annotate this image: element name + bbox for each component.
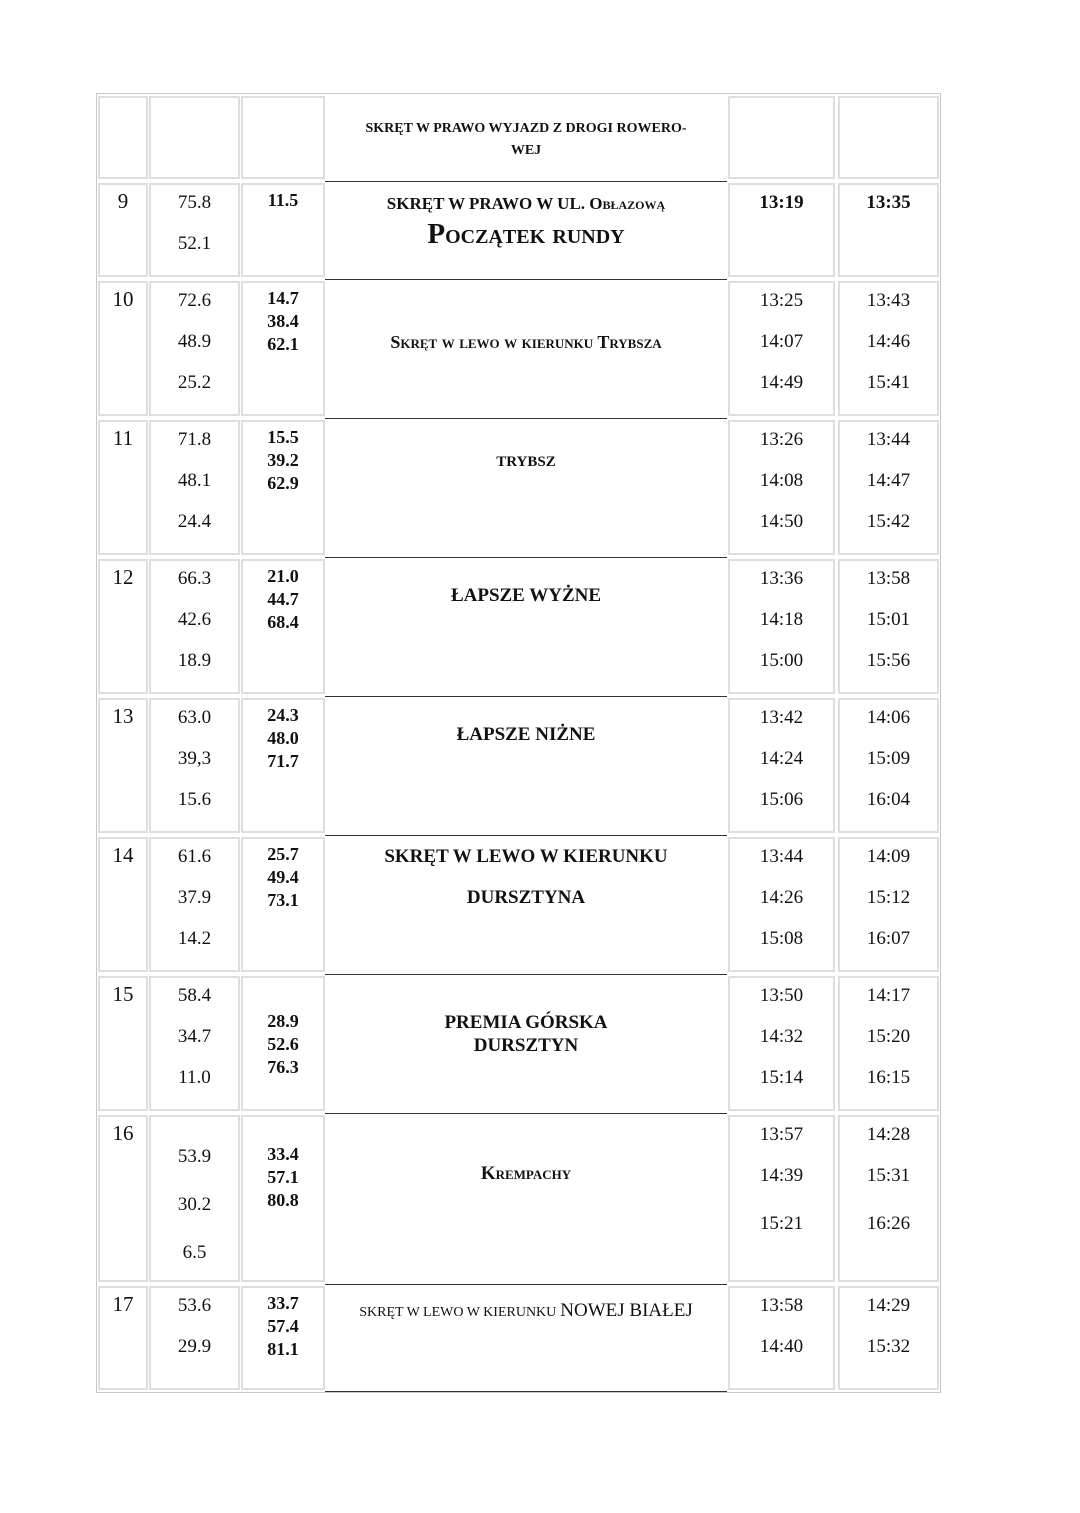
time-a-value: 13:44 (759, 846, 804, 867)
table-row (97, 1113, 940, 1284)
km-covered-value: 39.2 (267, 450, 299, 470)
time-a-value: 13:19 (759, 192, 804, 213)
time-a-value: 15:08 (759, 928, 804, 949)
place-cell (325, 418, 727, 557)
km-remaining-value: 53.9 (177, 1146, 212, 1167)
km-remaining-cell (149, 281, 240, 416)
time-a-cell (728, 183, 835, 277)
time-b-value: 15:56 (866, 650, 911, 671)
table-row (97, 181, 940, 279)
time-b-value: 16:04 (866, 789, 911, 810)
time-a-cell (728, 1115, 835, 1282)
km-remaining-value: 48.9 (177, 331, 212, 352)
km-remaining-value: 63.0 (177, 707, 212, 728)
stage-number: 15 (98, 976, 148, 1111)
place-line-2: DURSZTYN (473, 1035, 579, 1056)
km-remaining-value: 34.7 (177, 1026, 212, 1047)
km-remaining-value: 11.0 (178, 1067, 211, 1088)
time-b-value: 16:15 (866, 1067, 911, 1088)
time-b-value: 14:29 (866, 1295, 911, 1316)
time-a-cell (728, 281, 835, 416)
km-covered-cell (241, 281, 325, 416)
place-line-1: SKRĘT W LEWO W KIERUNKU (384, 846, 668, 867)
km-covered-cell (241, 559, 325, 694)
time-b-value: 16:26 (866, 1213, 911, 1234)
place-cell (325, 557, 727, 696)
km-remaining-value: 61.6 (177, 846, 212, 867)
route-timetable (96, 93, 941, 1393)
time-b-value: 15:01 (866, 609, 911, 630)
km-remaining-cell (149, 698, 240, 833)
time-a-value: 13:50 (759, 985, 804, 1006)
time-b-value: 15:20 (866, 1026, 911, 1047)
stage-number-cell (98, 96, 148, 179)
time-a-value: 13:58 (759, 1295, 804, 1316)
place-cell (325, 1113, 727, 1284)
place-line-1: SKRĘT W PRAWO WYJAZD Z DROGI ROWERO- (365, 121, 687, 136)
km-covered-value: 73.1 (267, 890, 299, 910)
km-remaining-cell (149, 1286, 240, 1390)
km-remaining-value: 39,3 (177, 748, 212, 769)
time-a-cell (728, 976, 835, 1111)
time-a-cell (728, 96, 835, 179)
time-b-value: 15:09 (866, 748, 911, 769)
time-a-cell (728, 559, 835, 694)
km-covered-cell (241, 96, 325, 179)
km-covered-cell (241, 698, 325, 833)
km-remaining-value: 30.2 (177, 1194, 212, 1215)
km-covered-value: 33.4 (267, 1144, 299, 1164)
time-b-value: 13:35 (866, 192, 911, 213)
place-cell (325, 94, 727, 181)
km-covered-cell (241, 1115, 325, 1282)
time-a-cell (728, 420, 835, 555)
km-remaining-value: 53.6 (177, 1295, 212, 1316)
km-remaining-value: 25.2 (177, 372, 212, 393)
km-covered-value: 80.8 (267, 1190, 299, 1210)
time-a-value: 13:36 (759, 568, 804, 589)
time-a-value: 14:18 (759, 609, 804, 630)
stage-number: 10 (98, 281, 148, 416)
time-a-value: 13:42 (759, 707, 804, 728)
place-cell (325, 1284, 727, 1392)
stage-number: 11 (98, 420, 148, 555)
km-remaining-value: 14.2 (177, 928, 212, 949)
place-line-1: ŁAPSZE NIŻNE (456, 724, 596, 745)
km-covered-value: 33.7 (267, 1293, 299, 1313)
place-line-1: Krempachy (480, 1163, 572, 1184)
place-cell (325, 279, 727, 418)
km-remaining-value: 75.8 (177, 192, 212, 213)
km-remaining-cell (149, 976, 240, 1111)
time-b-value: 15:12 (866, 887, 911, 908)
time-b-cell (838, 559, 939, 694)
km-covered-cell (241, 420, 325, 555)
km-remaining-cell (149, 420, 240, 555)
km-remaining-value: 48.1 (177, 470, 212, 491)
table-row (97, 974, 940, 1113)
time-b-value: 14:09 (866, 846, 911, 867)
km-covered-cell (241, 183, 325, 277)
place-line-1: SKRĘT W PRAWO W UL. Obłazową (386, 194, 666, 213)
place-cell (325, 835, 727, 974)
stage-number: 16 (98, 1115, 148, 1282)
km-covered-value: 49.4 (267, 867, 299, 887)
km-covered-value: 28.9 (267, 1011, 299, 1031)
time-b-value: 14:06 (866, 707, 911, 728)
time-b-cell (838, 976, 939, 1111)
place-line-2: DURSZTYNA (466, 887, 586, 908)
km-remaining-value: 6.5 (182, 1242, 207, 1263)
km-remaining-value: 24.4 (177, 511, 212, 532)
time-a-value: 13:26 (759, 429, 804, 450)
time-a-cell (728, 698, 835, 833)
km-covered-value: 52.6 (267, 1034, 299, 1054)
time-b-value: 15:32 (866, 1336, 911, 1357)
time-b-cell (838, 837, 939, 972)
km-covered-value: 24.3 (267, 705, 299, 725)
km-covered-value: 21.0 (267, 566, 299, 586)
km-covered-cell (241, 976, 325, 1111)
time-a-value: 14:32 (759, 1026, 804, 1047)
time-a-value: 14:40 (759, 1336, 804, 1357)
km-covered-cell (241, 837, 325, 972)
place-line-2: NOWEJ BIAŁEJ (560, 1300, 693, 1321)
table-row (97, 557, 940, 696)
km-remaining-cell (149, 96, 240, 179)
time-a-value: 15:06 (759, 789, 804, 810)
km-covered-value: 71.7 (267, 751, 299, 771)
place-line-1: Skręt w lewo w kierunku Trybsza (390, 332, 662, 352)
km-covered-value: 48.0 (267, 728, 299, 748)
stage-number: 12 (98, 559, 148, 694)
round-start-label: Początek rundy (427, 218, 625, 250)
time-b-value: 13:44 (866, 429, 911, 450)
km-covered-value: 62.1 (267, 334, 299, 354)
km-remaining-value: 58.4 (177, 985, 212, 1006)
place-cell (325, 974, 727, 1113)
place-line-1: SKRĘT W LEWO W KIERUNKU (359, 1305, 557, 1320)
km-remaining-cell (149, 837, 240, 972)
km-covered-value: 81.1 (267, 1339, 299, 1359)
time-b-cell (838, 281, 939, 416)
time-a-value: 13:25 (759, 290, 804, 311)
km-covered-value: 57.4 (267, 1316, 299, 1336)
km-remaining-value: 66.3 (177, 568, 212, 589)
table-row (97, 418, 940, 557)
km-covered-value: 25.7 (267, 844, 299, 864)
place-cell (325, 181, 727, 279)
time-b-cell (838, 420, 939, 555)
time-b-value: 15:31 (866, 1165, 911, 1186)
time-a-value: 15:14 (759, 1067, 804, 1088)
time-a-value: 14:50 (759, 511, 804, 532)
time-a-value: 14:26 (759, 887, 804, 908)
time-a-cell (728, 1286, 835, 1390)
time-b-value: 14:28 (866, 1124, 911, 1145)
km-remaining-cell (149, 183, 240, 277)
table-row (97, 835, 940, 974)
table-row (97, 94, 940, 181)
km-covered-value: 76.3 (267, 1057, 299, 1077)
km-covered-value: 44.7 (267, 589, 299, 609)
time-a-value: 14:49 (759, 372, 804, 393)
km-remaining-cell (149, 559, 240, 694)
time-a-value: 15:00 (759, 650, 804, 671)
km-remaining-value: 72.6 (177, 290, 212, 311)
km-remaining-value: 29.9 (177, 1336, 212, 1357)
stage-number: 14 (98, 837, 148, 972)
km-covered-value: 38.4 (267, 311, 299, 331)
table-row (97, 1284, 940, 1392)
place-line-1: PREMIA GÓRSKA (444, 1012, 608, 1033)
table-row (97, 696, 940, 835)
time-b-cell (838, 1286, 939, 1390)
km-remaining-value: 71.8 (177, 429, 212, 450)
table-row (97, 279, 940, 418)
time-b-value: 14:46 (866, 331, 911, 352)
km-remaining-value: 42.6 (177, 609, 212, 630)
time-b-value: 14:47 (866, 470, 911, 491)
stage-number: 17 (98, 1286, 148, 1390)
time-b-value: 14:17 (866, 985, 911, 1006)
place-cell (325, 696, 727, 835)
time-b-value: 13:58 (866, 568, 911, 589)
time-b-cell (838, 96, 939, 179)
km-covered-cell (241, 1286, 325, 1390)
km-covered-value: 57.1 (267, 1167, 299, 1187)
km-covered-value: 68.4 (267, 612, 299, 632)
time-b-cell (838, 698, 939, 833)
time-a-value: 14:07 (759, 331, 804, 352)
place-line-2: WEJ (510, 143, 542, 158)
time-b-value: 15:41 (866, 372, 911, 393)
km-remaining-value: 18.9 (177, 650, 212, 671)
stage-number: 9 (98, 183, 148, 277)
stage-number: 13 (98, 698, 148, 833)
time-b-value: 15:42 (866, 511, 911, 532)
time-b-value: 13:43 (866, 290, 911, 311)
time-a-value: 15:21 (759, 1213, 804, 1234)
time-b-cell (838, 1115, 939, 1282)
place-line-1: TRYBSZ (496, 454, 556, 470)
km-remaining-value: 15.6 (177, 789, 212, 810)
time-a-value: 13:57 (759, 1124, 804, 1145)
km-remaining-value: 37.9 (177, 887, 212, 908)
km-covered-value: 14.7 (267, 288, 299, 308)
time-a-value: 14:24 (759, 748, 804, 769)
time-a-cell (728, 837, 835, 972)
km-covered-value: 62.9 (267, 473, 299, 493)
time-a-value: 14:39 (759, 1165, 804, 1186)
km-remaining-cell (149, 1115, 240, 1282)
time-b-cell (838, 183, 939, 277)
km-remaining-value: 52.1 (177, 233, 212, 254)
time-b-value: 16:07 (866, 928, 911, 949)
km-covered-value: 15.5 (267, 427, 299, 447)
time-a-value: 14:08 (759, 470, 804, 491)
km-covered-value: 11.5 (267, 190, 299, 210)
place-line-1: ŁAPSZE WYŻNE (450, 585, 602, 606)
